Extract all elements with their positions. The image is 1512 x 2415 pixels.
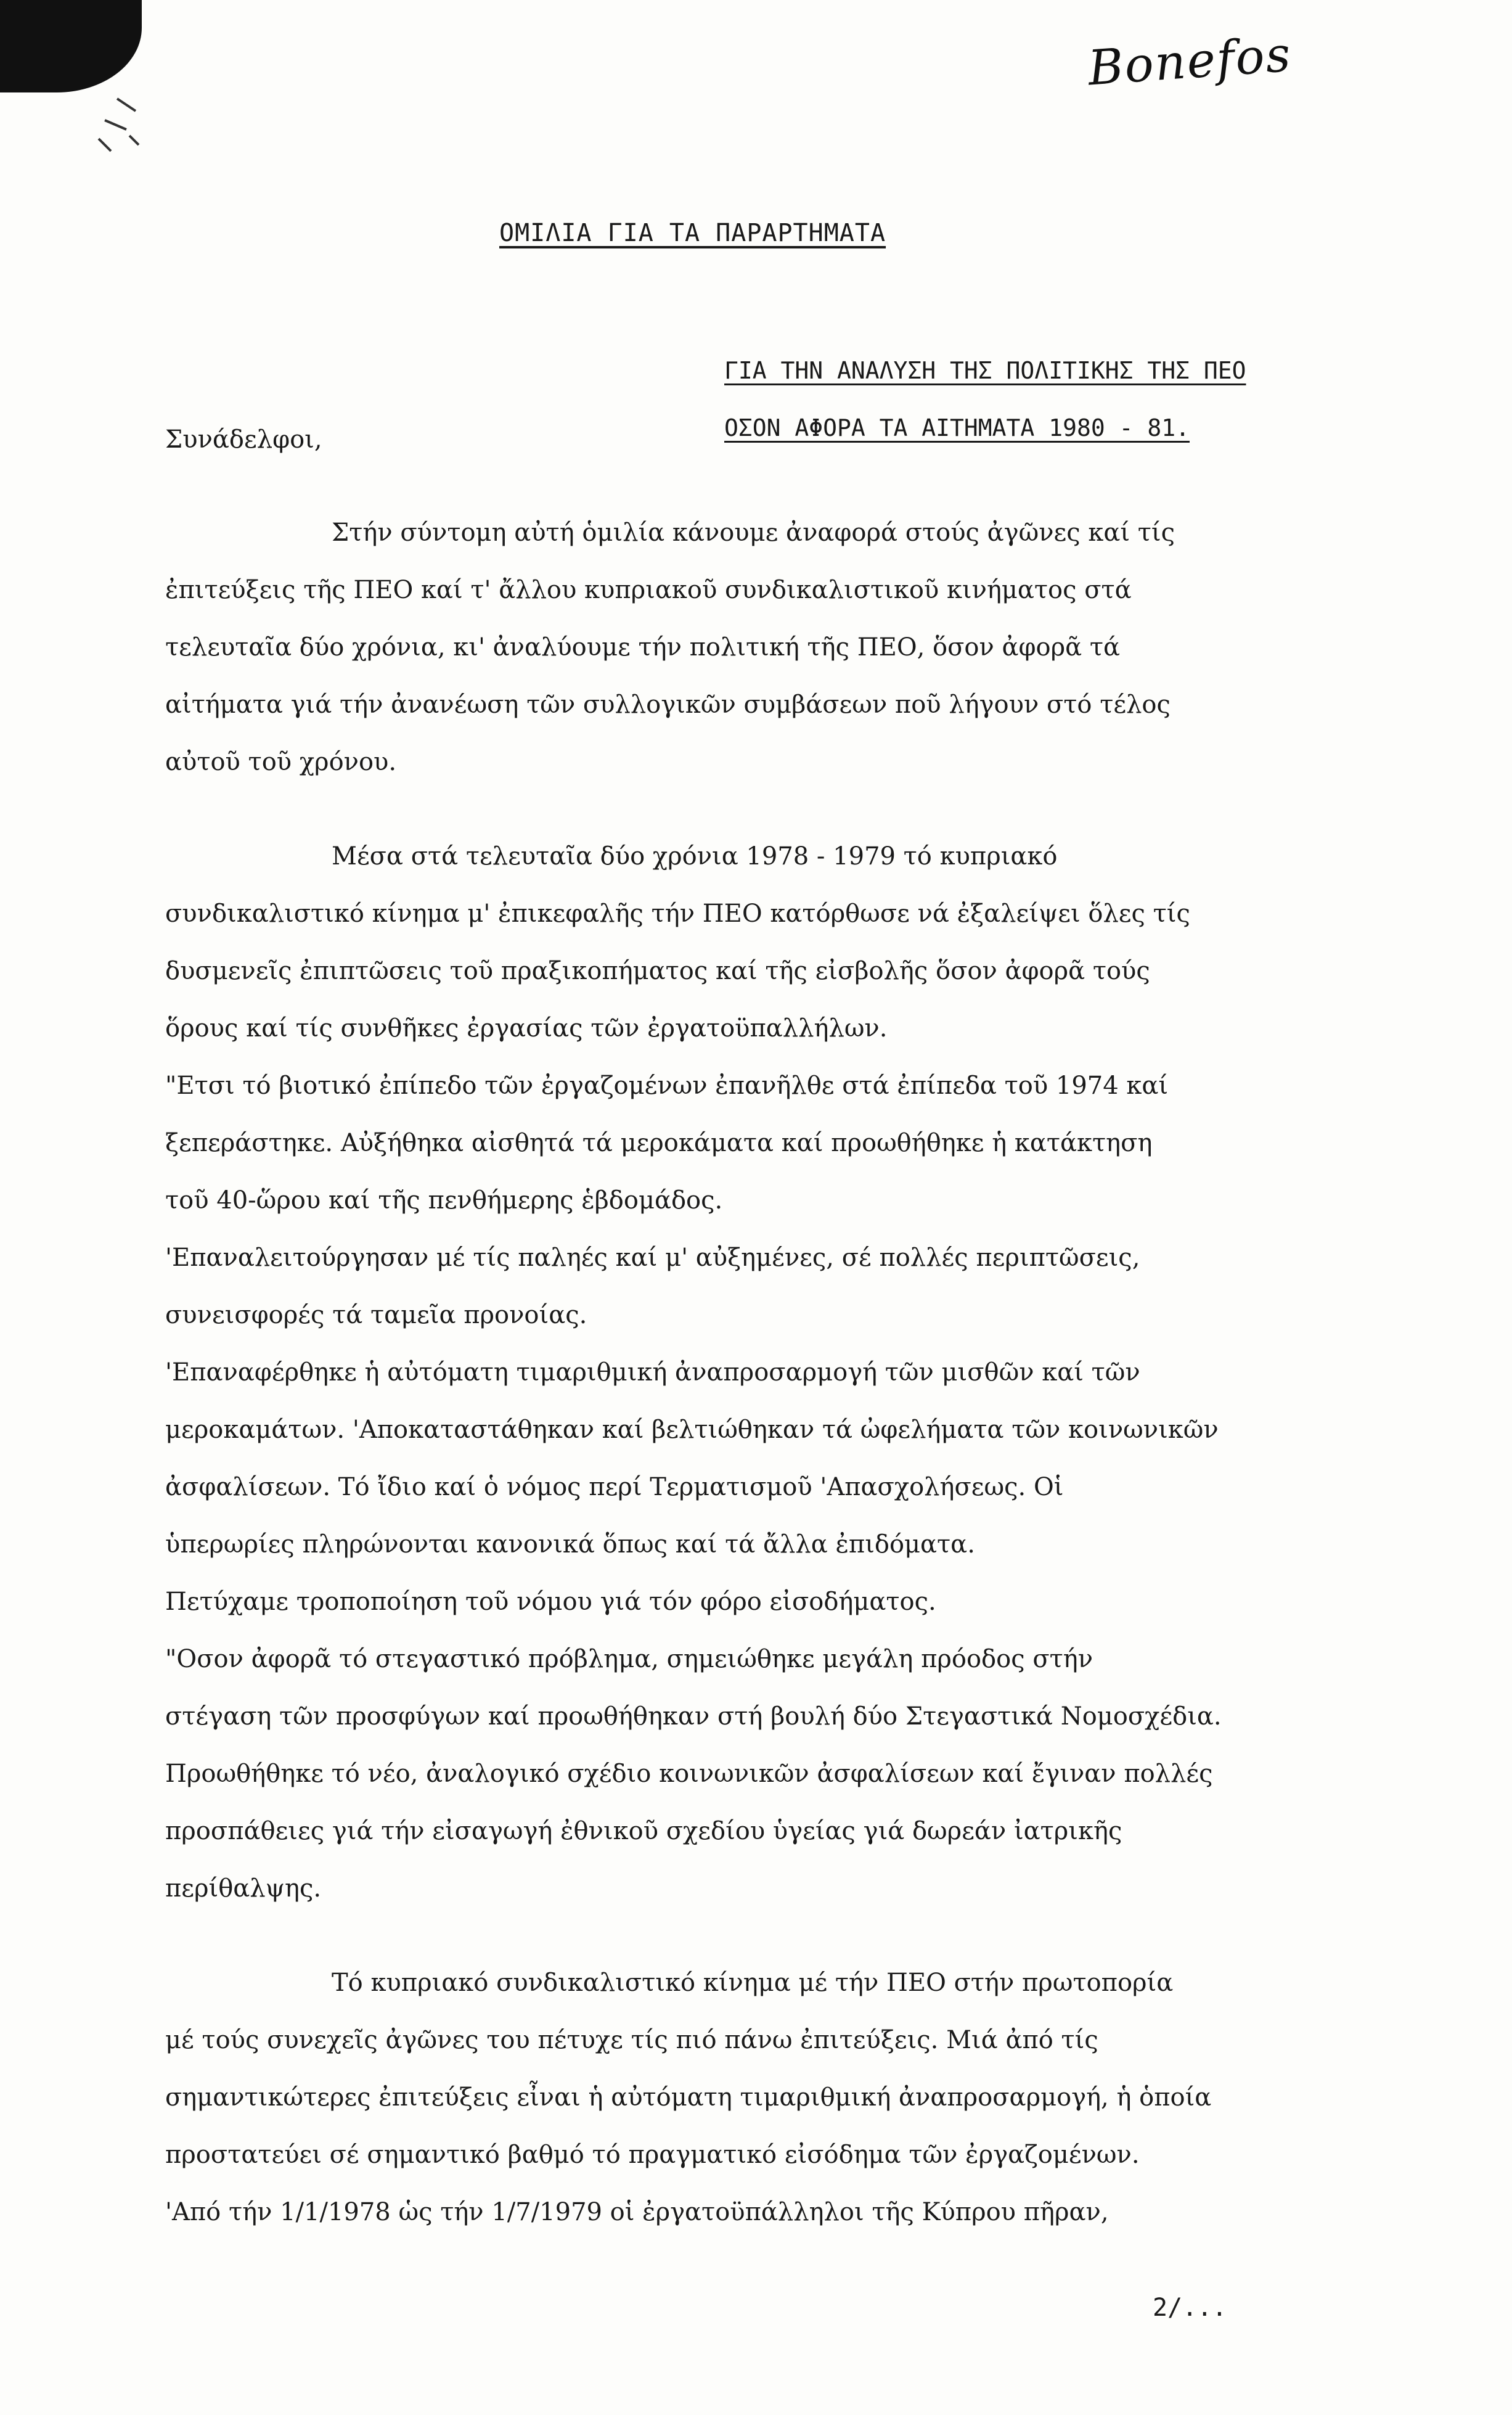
text-line: αἰτήματα γιά τήν ἀνανέωση τῶν συλλογικῶν συμβάσεων ποῦ λήγουν στό τέλος: [165, 691, 1171, 719]
text-line: "Οσον ἀφορᾶ τό στεγαστικό πρόβλημα, σημειώθηκε μεγάλη πρόοδος στήν: [165, 1645, 1093, 1673]
text-line: περίθαλψης.: [165, 1874, 322, 1903]
text-line: ὅρους καί τίς συνθῆκες ἐργασίας τῶν ἐργατοϋπαλλήλων.: [165, 1014, 888, 1043]
text-line: ξεπεράστηκε. Αὐξήθηκα αἰσθητά τά μεροκάματα καί προωθήθηκε ἡ κατάκτηση: [165, 1129, 1153, 1157]
text-line: δυσμενεῖς ἐπιπτῶσεις τοῦ πραξικοπήματος καί τῆς εἰσβολῆς ὅσον ἀφορᾶ τούς: [165, 957, 1150, 985]
text-line: Τό κυπριακό συνδικαλιστικό κίνημα μέ τήν ΠΕΟ στήν πρωτοπορία: [332, 1969, 1174, 1997]
document-subject: [724, 342, 1246, 457]
text-line: προσπάθειες γιά τήν εἰσαγωγή ἐθνικοῦ σχεδίου ὑγείας γιά δωρεάν ἰατρικῆς: [165, 1817, 1122, 1845]
text-line: συνδικαλιστικό κίνημα μ' ἐπικεφαλῆς τήν ΠΕΟ κατόρθωσε νά ἐξαλείψει ὅλες τίς: [165, 900, 1190, 928]
paragraph-gap: [165, 1917, 1373, 1954]
salutation: Συνάδελφοι,: [165, 425, 322, 454]
text-line: ἐπιτεύξεις τῆς ΠΕΟ καί τ' ἄλλου κυπριακοῦ συνδικαλιστικοῦ κινήματος στά: [165, 576, 1132, 604]
text-line: Στήν σύντομη αὐτή ὁμιλία κάνουμε ἀναφορά στούς ἀγῶνες καί τίς: [332, 519, 1175, 547]
text-line: Προωθήθηκε τό νέο, ἀναλογικό σχέδιο κοινωνικῶν ἀσφαλίσεων καί ἔγιναν πολλές: [165, 1760, 1213, 1788]
text-line: μέ τούς συνεχεῖς ἀγῶνες του πέτυχε τίς πιό πάνω ἐπιτεύξεις. Μιά ἀπό τίς: [165, 2026, 1098, 2054]
text-line: ἀσφαλίσεων. Τό ἴδιο καί ὁ νόμος περί Τερματισμοῦ 'Απασχολήσεως. Οἱ: [165, 1473, 1064, 1501]
subject-line: ΟΣΟΝ ΑΦΟΡΑ ΤΑ ΑΙΤΗΜΑΤΑ 1980 - 81.: [724, 414, 1190, 441]
document-title: ΟΜΙΛΙΑ ΓΙΑ ΤΑ ΠΑΡΑΡΤΗΜΑΤΑ: [499, 219, 886, 247]
text-line: τελευταῖα δύο χρόνια, κι' ἀναλύουμε τήν πολιτική τῆς ΠΕΟ, ὅσον ἀφορᾶ τά: [165, 633, 1121, 662]
text-line: αὐτοῦ τοῦ χρόνου.: [165, 748, 397, 776]
text-line: τοῦ 40-ὥρου καί τῆς πενθήμερης ἑβδομάδος.: [165, 1186, 723, 1215]
scan-corner-mark: [0, 0, 142, 92]
text-line: σημαντικώτερες ἐπιτεύξεις εἶναι ἡ αὐτόματη τιμαριθμική ἀναπροσαρμογή, ἡ ὁποία: [165, 2083, 1212, 2112]
text-line: 'Από τήν 1/1/1978 ὡς τήν 1/7/1979 οἱ ἐργατοϋπάλληλοι τῆς Κύπρου πῆραν,: [165, 2198, 1109, 2226]
paragraph: [165, 828, 1373, 1917]
subject-line: ΓΙΑ ΤΗΝ ΑΝΑΛΥΣΗ ΤΗΣ ΠΟΛΙΤΙΚΗΣ ΤΗΣ ΠΕΟ: [724, 357, 1246, 384]
scan-specks: [92, 92, 185, 166]
paragraph-gap: [165, 791, 1373, 828]
paragraph: [165, 504, 1373, 791]
page-continuation: 2/...: [1153, 2294, 1227, 2322]
text-line: προστατεύει σέ σημαντικό βαθμό τό πραγματικό εἰσόδημα τῶν ἐργαζομένων.: [165, 2141, 1140, 2169]
text-line: στέγαση τῶν προσφύγων καί προωθήθηκαν στή βουλή δύο Στεγαστικά Νομοσχέδια.: [165, 1702, 1222, 1731]
text-line: "Ετσι τό βιοτικό ἐπίπεδο τῶν ἐργαζομένων ἐπανῆλθε στά ἐπίπεδα τοῦ 1974 καί: [165, 1072, 1169, 1100]
text-line: Μέσα στά τελευταῖα δύο χρόνια 1978 - 1979 τό κυπριακό: [332, 842, 1058, 871]
paragraph: [165, 1954, 1373, 2241]
text-line: συνεισφορές τά ταμεῖα προνοίας.: [165, 1301, 587, 1329]
handwritten-note: Bonefos: [1086, 27, 1294, 97]
text-line: ὑπερωρίες πληρώνονται κανονικά ὅπως καί τά ἄλλα ἐπιδόματα.: [165, 1530, 975, 1559]
document-body: [165, 504, 1373, 2241]
text-line: Πετύχαμε τροποποίηση τοῦ νόμου γιά τόν φόρο εἰσοδήματος.: [165, 1588, 936, 1616]
text-line: 'Επαναφέρθηκε ἡ αὐτόματη τιμαριθμική ἀναπροσαρμογή τῶν μισθῶν καί τῶν: [165, 1358, 1140, 1387]
text-line: 'Επαναλειτούργησαν μέ τίς παληές καί μ' αὐξημένες, σέ πολλές περιπτῶσεις,: [165, 1244, 1140, 1272]
text-line: μεροκαμάτων. 'Αποκαταστάθηκαν καί βελτιώθηκαν τά ὠφελήματα τῶν κοινωνικῶν: [165, 1416, 1219, 1444]
